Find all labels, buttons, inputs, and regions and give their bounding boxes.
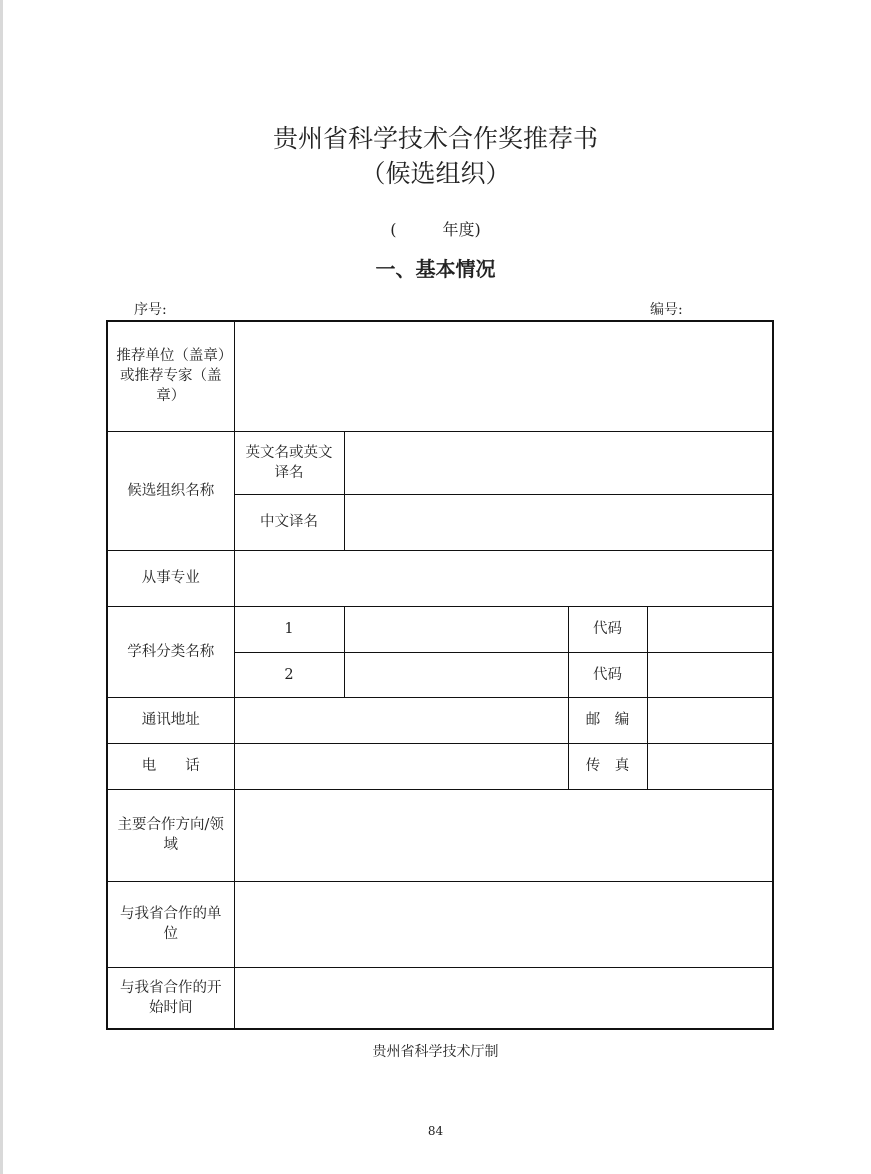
cooperation-unit-input[interactable] xyxy=(234,881,773,967)
code-field-1[interactable] xyxy=(647,606,773,652)
address-label: 通讯地址 xyxy=(107,697,234,743)
discipline-index-1: 1 xyxy=(234,606,344,652)
discipline-field-1[interactable] xyxy=(344,606,568,652)
chinese-name-field[interactable] xyxy=(344,494,773,550)
footer-issuer: 贵州省科学技术厅制 xyxy=(372,1044,499,1060)
english-name-label: 英文名或英文译名 xyxy=(234,431,344,494)
cooperation-start-input[interactable] xyxy=(234,967,773,1029)
year-paren-open: ( xyxy=(390,220,397,239)
fax-label: 传 真 xyxy=(568,743,647,789)
page-number: 84 xyxy=(427,1124,444,1138)
year-label: 年度) xyxy=(442,220,481,239)
address-field[interactable] xyxy=(234,697,568,743)
year-line xyxy=(0,217,871,240)
recommender-label: 推荐单位（盖章）或推荐专家（盖章） xyxy=(107,321,234,431)
cooperation-start-label: 与我省合作的开始时间 xyxy=(107,967,234,1029)
profession-field[interactable] xyxy=(234,550,773,606)
section-title: 一、基本情况 xyxy=(375,257,496,281)
code-field-2[interactable] xyxy=(647,652,773,697)
basic-info-form xyxy=(106,320,774,1030)
postcode-field[interactable] xyxy=(647,697,773,743)
phone-field[interactable] xyxy=(234,743,568,789)
discipline-field-2[interactable] xyxy=(344,652,568,697)
number-label: 编号: xyxy=(650,302,683,318)
cooperation-unit-label: 与我省合作的单位 xyxy=(107,881,234,967)
org-name-label: 候选组织名称 xyxy=(107,431,234,550)
document-title: 贵州省科学技术合作奖推荐书 xyxy=(272,124,598,153)
cooperation-field-label: 主要合作方向/领域 xyxy=(107,789,234,881)
code-label-1: 代码 xyxy=(568,606,647,652)
postcode-label: 邮 编 xyxy=(568,697,647,743)
seq-label: 序号: xyxy=(134,302,167,318)
phone-label: 电 话 xyxy=(107,743,234,789)
discipline-index-2: 2 xyxy=(234,652,344,697)
document-subtitle: （候选组织） xyxy=(360,159,511,188)
recommender-field[interactable] xyxy=(234,321,773,431)
cooperation-field-input[interactable] xyxy=(234,789,773,881)
fax-field[interactable] xyxy=(647,743,773,789)
english-name-field[interactable] xyxy=(344,431,773,494)
discipline-label: 学科分类名称 xyxy=(107,606,234,697)
chinese-name-label: 中文译名 xyxy=(234,494,344,550)
profession-label: 从事专业 xyxy=(107,550,234,606)
code-label-2: 代码 xyxy=(568,652,647,697)
